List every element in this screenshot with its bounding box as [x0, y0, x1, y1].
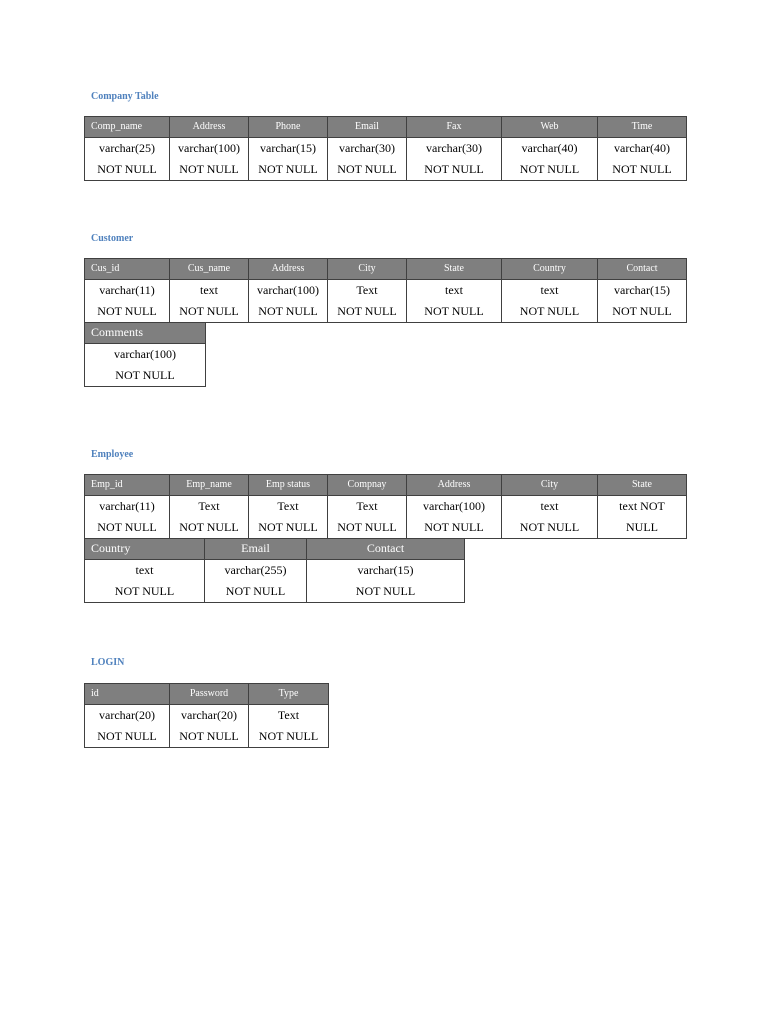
employee-table-title: Employee [91, 449, 134, 460]
employee-cell [85, 496, 170, 539]
company-cell [170, 138, 249, 181]
cell-type: varchar(15) [357, 563, 414, 577]
customer-extra-header-row [85, 323, 206, 344]
employee-cell [85, 560, 205, 603]
cell-constraint: NOT NULL [225, 584, 286, 598]
cell-constraint: NOT NULL [97, 729, 157, 743]
login-col-header: id [85, 684, 170, 705]
cell-type: varchar(255) [224, 563, 287, 577]
company-col-header: Web [502, 117, 598, 138]
employee-cell [502, 496, 598, 539]
employee-col-header: Address [407, 475, 502, 496]
cell-type: text [135, 563, 154, 577]
cell-constraint: NOT NULL [115, 368, 175, 382]
cell-type: text [540, 283, 559, 297]
employee-extra-data-row [85, 560, 465, 603]
employee-col-header: Country [85, 539, 205, 560]
employee-col-header: State [598, 475, 687, 496]
cell-type: varchar(30) [339, 141, 395, 155]
employee-col-header: Emp_id [85, 475, 170, 496]
customer-header-row [85, 259, 687, 280]
employee-cell [598, 496, 687, 539]
employee-extra-header-row [85, 539, 465, 560]
employee-cell [205, 560, 307, 603]
cell-type: text [540, 499, 559, 513]
customer-cell [170, 280, 249, 323]
cell-type: varchar(100) [114, 347, 176, 361]
customer-col-header: Address [249, 259, 328, 280]
company-table [84, 116, 687, 181]
cell-constraint: NOT NULL [519, 304, 580, 318]
customer-col-header: City [328, 259, 407, 280]
cell-constraint: NOT NULL [337, 304, 397, 318]
cell-type: varchar(20) [99, 708, 155, 722]
employee-cell [328, 496, 407, 539]
cell-type: varchar(25) [99, 141, 155, 155]
company-data-row [85, 138, 687, 181]
login-col-header: Password [170, 684, 249, 705]
cell-type: text [445, 283, 463, 297]
login-cell [170, 705, 249, 748]
cell-type: Text [198, 499, 220, 513]
employee-col-header: Emp_name [170, 475, 249, 496]
customer-cell [249, 280, 328, 323]
customer-col-header: Contact [598, 259, 687, 280]
cell-constraint: NOT NULL [258, 729, 319, 743]
cell-type: varchar(11) [99, 283, 155, 297]
login-table [84, 683, 329, 748]
company-header-row [85, 117, 687, 138]
company-cell [598, 138, 687, 181]
cell-constraint: NOT NULL [179, 304, 239, 318]
cell-type: varchar(40) [614, 141, 670, 155]
cell-constraint: NOT NULL [258, 304, 318, 318]
cell-type: varchar(15) [260, 141, 316, 155]
cell-type: Text [277, 499, 299, 513]
cell-constraint: NOT NULL [355, 584, 416, 598]
company-col-header: Fax [407, 117, 502, 138]
cell-type: varchar(100) [257, 283, 319, 297]
login-cell [249, 705, 329, 748]
company-col-header: Comp_name [85, 117, 170, 138]
customer-cell [85, 344, 206, 387]
customer-cell [502, 280, 598, 323]
login-data-row [85, 705, 329, 748]
company-table-title: Company Table [91, 91, 159, 102]
company-cell [407, 138, 502, 181]
cell-constraint: NOT NULL [424, 520, 484, 534]
company-col-header: Address [170, 117, 249, 138]
cell-type: varchar(30) [426, 141, 482, 155]
cell-constraint: NOT NULL [179, 729, 239, 743]
cell-constraint: NOT NULL [424, 304, 484, 318]
login-cell [85, 705, 170, 748]
company-cell [328, 138, 407, 181]
customer-table-title: Customer [91, 233, 134, 244]
cell-constraint: NOT NULL [612, 162, 672, 176]
company-cell [249, 138, 328, 181]
company-col-header: Phone [249, 117, 328, 138]
cell-constraint: NOT NULL [258, 520, 318, 534]
employee-col-header: Emp status [249, 475, 328, 496]
cell-constraint: NOT NULL [424, 162, 484, 176]
customer-col-header: Cus_name [170, 259, 249, 280]
login-header-row [85, 684, 329, 705]
cell-type: Text [356, 499, 378, 513]
cell-type: varchar(40) [521, 141, 578, 155]
cell-constraint: NOT NULL [97, 162, 157, 176]
employee-cell [170, 496, 249, 539]
cell-constraint: NOT NULL [337, 162, 397, 176]
cell-constraint: NOT NULL [179, 162, 239, 176]
cell-constraint: NOT NULL [612, 304, 672, 318]
company-cell [85, 138, 170, 181]
employee-col-header: Contact [307, 539, 465, 560]
cell-constraint: NOT NULL [258, 162, 318, 176]
company-col-header: Time [598, 117, 687, 138]
customer-table [84, 258, 687, 323]
customer-extra-table [84, 322, 206, 387]
customer-cell [328, 280, 407, 323]
cell-constraint: NOT NULL [179, 520, 239, 534]
cell-type: text [200, 283, 218, 297]
company-cell [502, 138, 598, 181]
customer-data-row [85, 280, 687, 323]
cell-constraint: NOT NULL [114, 584, 175, 598]
customer-cell [85, 280, 170, 323]
cell-constraint: NOT NULL [519, 520, 580, 534]
cell-type: Text [356, 283, 378, 297]
customer-extra-data-row [85, 344, 206, 387]
cell-type: varchar(100) [178, 141, 240, 155]
employee-cell [307, 560, 465, 603]
customer-col-header: Comments [85, 323, 206, 344]
cell-constraint: NOT NULL [97, 520, 157, 534]
cell-constraint: NOT NULL [97, 304, 157, 318]
cell-type: varchar(11) [99, 499, 155, 513]
employee-header-row [85, 475, 687, 496]
cell-constraint: NOT NULL [337, 520, 397, 534]
cell-constraint: NULL [626, 520, 658, 534]
cell-type: varchar(20) [181, 708, 237, 722]
company-col-header: Email [328, 117, 407, 138]
customer-col-header: Country [502, 259, 598, 280]
login-table-title: LOGIN [91, 657, 125, 668]
cell-type: Text [277, 708, 300, 722]
login-col-header: Type [249, 684, 329, 705]
employee-data-row [85, 496, 687, 539]
employee-cell [249, 496, 328, 539]
employee-extra-table [84, 538, 465, 603]
customer-col-header: State [407, 259, 502, 280]
employee-table [84, 474, 687, 539]
employee-cell [407, 496, 502, 539]
customer-col-header: Cus_id [85, 259, 170, 280]
employee-col-header: Compnay [328, 475, 407, 496]
cell-type: varchar(15) [614, 283, 670, 297]
cell-type: varchar(100) [423, 499, 485, 513]
cell-type: text NOT [619, 499, 665, 513]
customer-cell [598, 280, 687, 323]
cell-constraint: NOT NULL [519, 162, 580, 176]
employee-col-header: City [502, 475, 598, 496]
employee-col-header: Email [205, 539, 307, 560]
customer-cell [407, 280, 502, 323]
